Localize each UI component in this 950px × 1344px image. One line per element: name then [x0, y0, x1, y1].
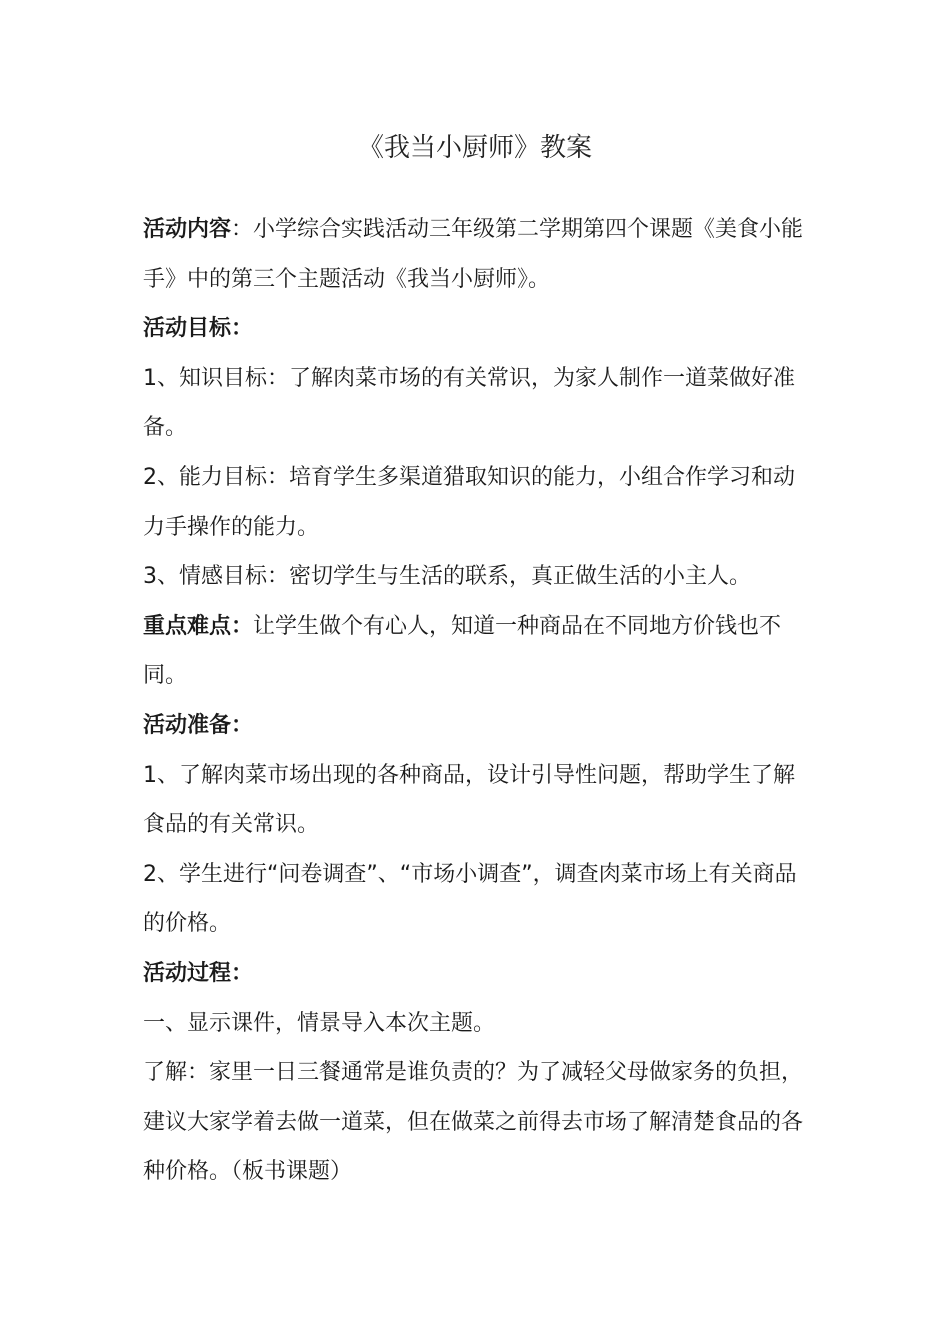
activity-content-text: ：小学综合实践活动三年级第二学期第四个课题《美食小能手》中的第三个主题活动《我当小厨师》。 — [143, 217, 804, 292]
preparation-item-1: 1、了解肉菜市场出现的各种商品，设计引导性问题，帮助学生了解食品的有关常识。 — [143, 762, 795, 838]
process-step-1: 一、显示课件，情景导入本次主题。 — [143, 1010, 496, 1036]
document-body — [143, 205, 815, 1197]
key-points-paragraph — [143, 602, 815, 701]
activity-content-label: 活动内容 — [143, 217, 232, 242]
activity-goals-heading: 活动目标： — [143, 316, 254, 342]
activity-process-heading: 活动过程： — [143, 960, 254, 986]
key-points-label: 重点难点： — [143, 613, 254, 639]
goal-ability: 2、能力目标：培育学生多渠道猎取知识的能力，小组合作学习和动力手操作的能力。 — [143, 464, 795, 540]
activity-content-paragraph — [143, 205, 815, 304]
activity-preparation-heading: 活动准备： — [143, 712, 254, 738]
preparation-item-2: 2、学生进行“问卷调查”、“市场小调查”，调查肉菜市场上有关商品的价格。 — [143, 861, 797, 937]
key-points-text: 让学生做个有心人，知道一种商品在不同地方价钱也不同。 — [143, 613, 782, 689]
document-title: 《我当小厨师》教案 — [357, 133, 592, 163]
process-step-1-detail: 了解：家里一日三餐通常是谁负责的？为了减轻父母做家务的负担，建议大家学着去做一道菜，但在做菜之前得去市场了解清楚食品的各种价格。（板书课题） — [143, 1060, 804, 1185]
goal-knowledge: 1、知识目标：了解肉菜市场的有关常识，为家人制作一道菜做好准备。 — [143, 365, 795, 441]
goal-emotion: 3、情感目标：密切学生与生活的联系，真正做生活的小主人。 — [143, 564, 751, 590]
